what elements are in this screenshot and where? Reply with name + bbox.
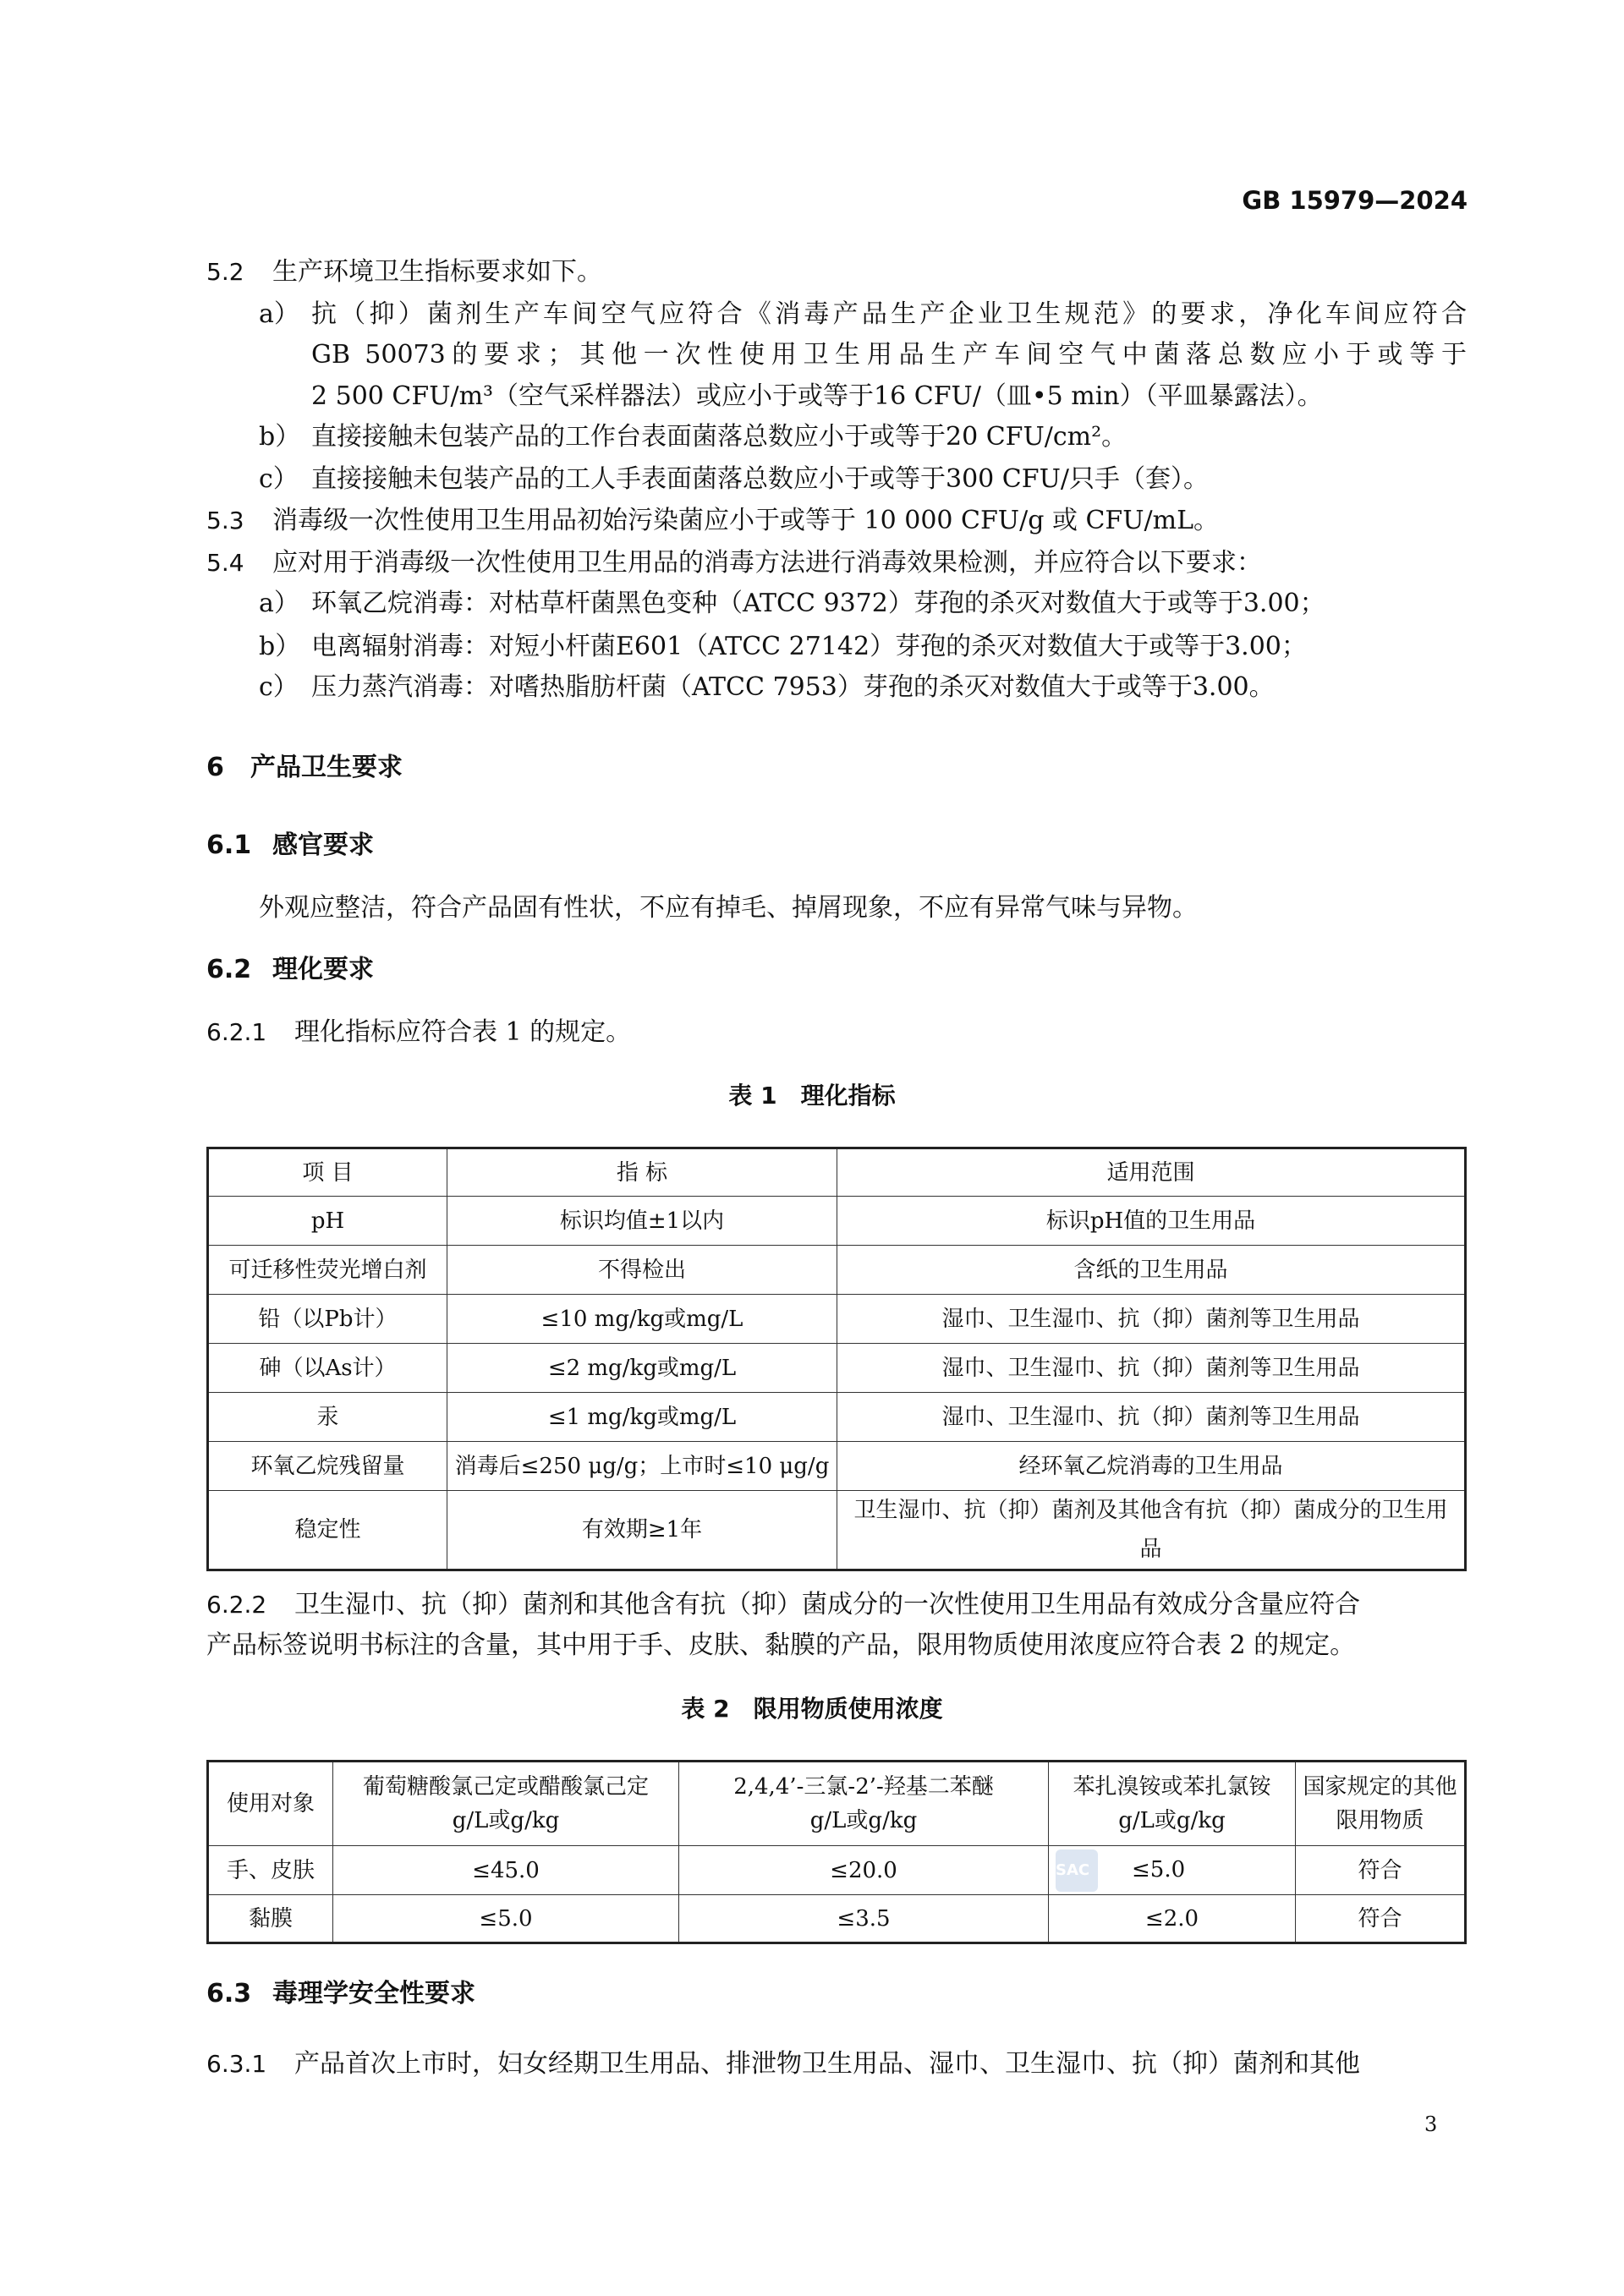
table-row	[208, 1393, 1466, 1442]
cell: 经环氧乙烷消毒的卫生用品	[837, 1442, 1466, 1491]
clause-5-2-a-line3: 2 500 CFU/m³（空气采样器法）或应小于或等于16 CFU/（皿•5 min）（平皿暴露法）。	[311, 381, 1323, 411]
clause-6-2-2-line1: 6.2.2 卫生湿巾、抗（抑）菌剂和其他含有抗（抑）菌成分的一次性使用卫生用品有效成分含量应符合	[206, 1590, 1360, 1619]
clause-5-2: 5.2 生产环境卫生指标要求如下。	[206, 257, 602, 287]
table-header-row	[208, 1762, 1466, 1846]
section-6-heading: 6 产品卫生要求	[206, 753, 403, 782]
unit-text: g/L或g/kg	[1118, 1808, 1226, 1833]
cell: 湿巾、卫生湿巾、抗（抑）菌剂等卫生用品	[837, 1344, 1466, 1393]
clause-5-4-b: 电离辐射消毒：对短小杆菌E601（ATCC 27142）芽孢的杀灭对数值大于或等于3.00；	[311, 632, 1307, 661]
clause-5-4-c: 压力蒸汽消毒：对嗜热脂肪杆菌（ATCC 7953）芽孢的杀灭对数值大于或等于3.00。	[311, 672, 1275, 702]
cell: 标识均值±1以内	[447, 1197, 837, 1246]
cell: 符合	[1296, 1846, 1466, 1895]
cell: ≤2 mg/kg或mg/L	[447, 1344, 837, 1393]
header-text: 苯扎溴铵或苯扎氯铵	[1073, 1774, 1271, 1800]
page-number: 3	[1424, 2112, 1438, 2136]
cell: 符合	[1296, 1895, 1466, 1943]
item-label: b）	[259, 422, 301, 452]
unit-text: g/L或g/kg	[452, 1808, 560, 1833]
table-row	[208, 1846, 1466, 1895]
cell: 湿巾、卫生湿巾、抗（抑）菌剂等卫生用品	[837, 1295, 1466, 1344]
cell: ≤3.5	[679, 1895, 1049, 1943]
cell	[1049, 1846, 1296, 1895]
clause-6-2-1: 6.2.1 理化指标应符合表 1 的规定。	[206, 1017, 632, 1047]
table-row	[208, 1442, 1466, 1491]
item-label: a）	[259, 299, 299, 329]
table-row	[208, 1197, 1466, 1246]
cell: pH	[208, 1197, 447, 1246]
item-label: a）	[259, 589, 299, 618]
clause-5-2-c: 直接接触未包装产品的工人手表面菌落总数应小于或等于300 CFU/只手（套）。	[311, 464, 1209, 494]
cell: 有效期≥1年	[447, 1491, 837, 1570]
table-2-caption: 表 2 限用物质使用浓度	[681, 1695, 943, 1723]
table-row	[208, 1895, 1466, 1943]
cell: 可迁移性荧光增白剂	[208, 1246, 447, 1295]
cell: 汞	[208, 1393, 447, 1442]
clause-5-2-a-line1: 抗（抑）菌剂生产车间空气应符合《消毒产品生产企业卫生规范》的要求，净化车间应符合	[311, 299, 1467, 329]
cell: ≤10 mg/kg或mg/L	[447, 1295, 837, 1344]
header-text: 葡萄糖酸氯己定或醋酸氯己定	[362, 1774, 649, 1800]
header-cell: 国家规定的其他限用物质	[1296, 1762, 1466, 1846]
header-cell: 适用范围	[837, 1148, 1466, 1197]
header-cell: 指 标	[447, 1148, 837, 1197]
cell: 含纸的卫生用品	[837, 1246, 1466, 1295]
standard-number: GB 15979—2024	[1242, 186, 1468, 215]
item-label: b）	[259, 632, 301, 661]
header-text: 2,4,4’-三氯-2’-羟基二苯醚	[733, 1774, 994, 1800]
cell: ≤20.0	[679, 1846, 1049, 1895]
unit-text: g/L或g/kg	[809, 1808, 918, 1833]
section-6-2-heading: 6.2 理化要求	[206, 955, 374, 984]
item-label: c）	[259, 672, 299, 702]
header-cell	[1049, 1762, 1296, 1846]
cell: 稳定性	[208, 1491, 447, 1570]
header-cell	[679, 1762, 1049, 1846]
table-1-caption: 表 1 理化指标	[728, 1082, 896, 1110]
sac-watermark: SAC	[1056, 1849, 1098, 1892]
table-header-row	[208, 1148, 1466, 1197]
clause-5-4: 5.4 应对用于消毒级一次性使用卫生用品的消毒方法进行消毒效果检测，并应符合以下要求：	[206, 548, 1262, 578]
clause-5-4-a: 环氧乙烷消毒：对枯草杆菌黑色变种（ATCC 9372）芽孢的杀灭对数值大于或等于3.00；	[311, 589, 1325, 618]
cell: 黏膜	[208, 1895, 333, 1943]
cell: 不得检出	[447, 1246, 837, 1295]
cell: 消毒后≤250 μg/g；上市时≤10 μg/g	[447, 1442, 837, 1491]
cell: 环氧乙烷残留量	[208, 1442, 447, 1491]
clause-5-2-b: 直接接触未包装产品的工作台表面菌落总数应小于或等于20 CFU/cm²。	[311, 422, 1127, 452]
section-6-1-heading: 6.1 感官要求	[206, 830, 374, 860]
cell: 铅（以Pb计）	[208, 1295, 447, 1344]
cell: ≤5.0	[333, 1895, 679, 1943]
clause-6-2-2-line2: 产品标签说明书标注的含量，其中用于手、皮肤、黏膜的产品，限用物质使用浓度应符合表 2 的规定。	[206, 1630, 1356, 1660]
cell: ≤45.0	[333, 1846, 679, 1895]
cell: 手、皮肤	[208, 1846, 333, 1895]
header-cell	[333, 1762, 679, 1846]
cell: 标识pH值的卫生用品	[837, 1197, 1466, 1246]
section-6-3-heading: 6.3 毒理学安全性要求	[206, 1979, 475, 2008]
table-row	[208, 1491, 1466, 1570]
header-cell: 项 目	[208, 1148, 447, 1197]
cell: ≤1 mg/kg或mg/L	[447, 1393, 837, 1442]
cell: 湿巾、卫生湿巾、抗（抑）菌剂等卫生用品	[837, 1393, 1466, 1442]
table-1	[206, 1147, 1467, 1571]
clause-5-2-a-line2: GB 50073的要求；其他一次性使用卫生用品生产车间空气中菌落总数应小于或等于	[311, 340, 1467, 370]
cell: ≤2.0	[1049, 1895, 1296, 1943]
clause-6-3-1: 6.3.1 产品首次上市时，妇女经期卫生用品、排泄物卫生用品、湿巾、卫生湿巾、抗（抑）菌剂和其他	[206, 2049, 1360, 2079]
table-row	[208, 1344, 1466, 1393]
cell-value: ≤5.0	[1132, 1856, 1186, 1882]
table-row	[208, 1246, 1466, 1295]
item-label: c）	[259, 464, 299, 494]
clause-5-3: 5.3 消毒级一次性使用卫生用品初始污染菌应小于或等于 10 000 CFU/g 或 CFU/mL。	[206, 506, 1220, 535]
table-row	[208, 1295, 1466, 1344]
table-2	[206, 1760, 1467, 1944]
cell: 卫生湿巾、抗（抑）菌剂及其他含有抗（抑）菌成分的卫生用品	[837, 1491, 1466, 1570]
header-cell: 使用对象	[208, 1762, 333, 1846]
section-6-1-text: 外观应整洁，符合产品固有性状，不应有掉毛、掉屑现象，不应有异常气味与异物。	[259, 893, 1198, 923]
cell: 砷（以As计）	[208, 1344, 447, 1393]
